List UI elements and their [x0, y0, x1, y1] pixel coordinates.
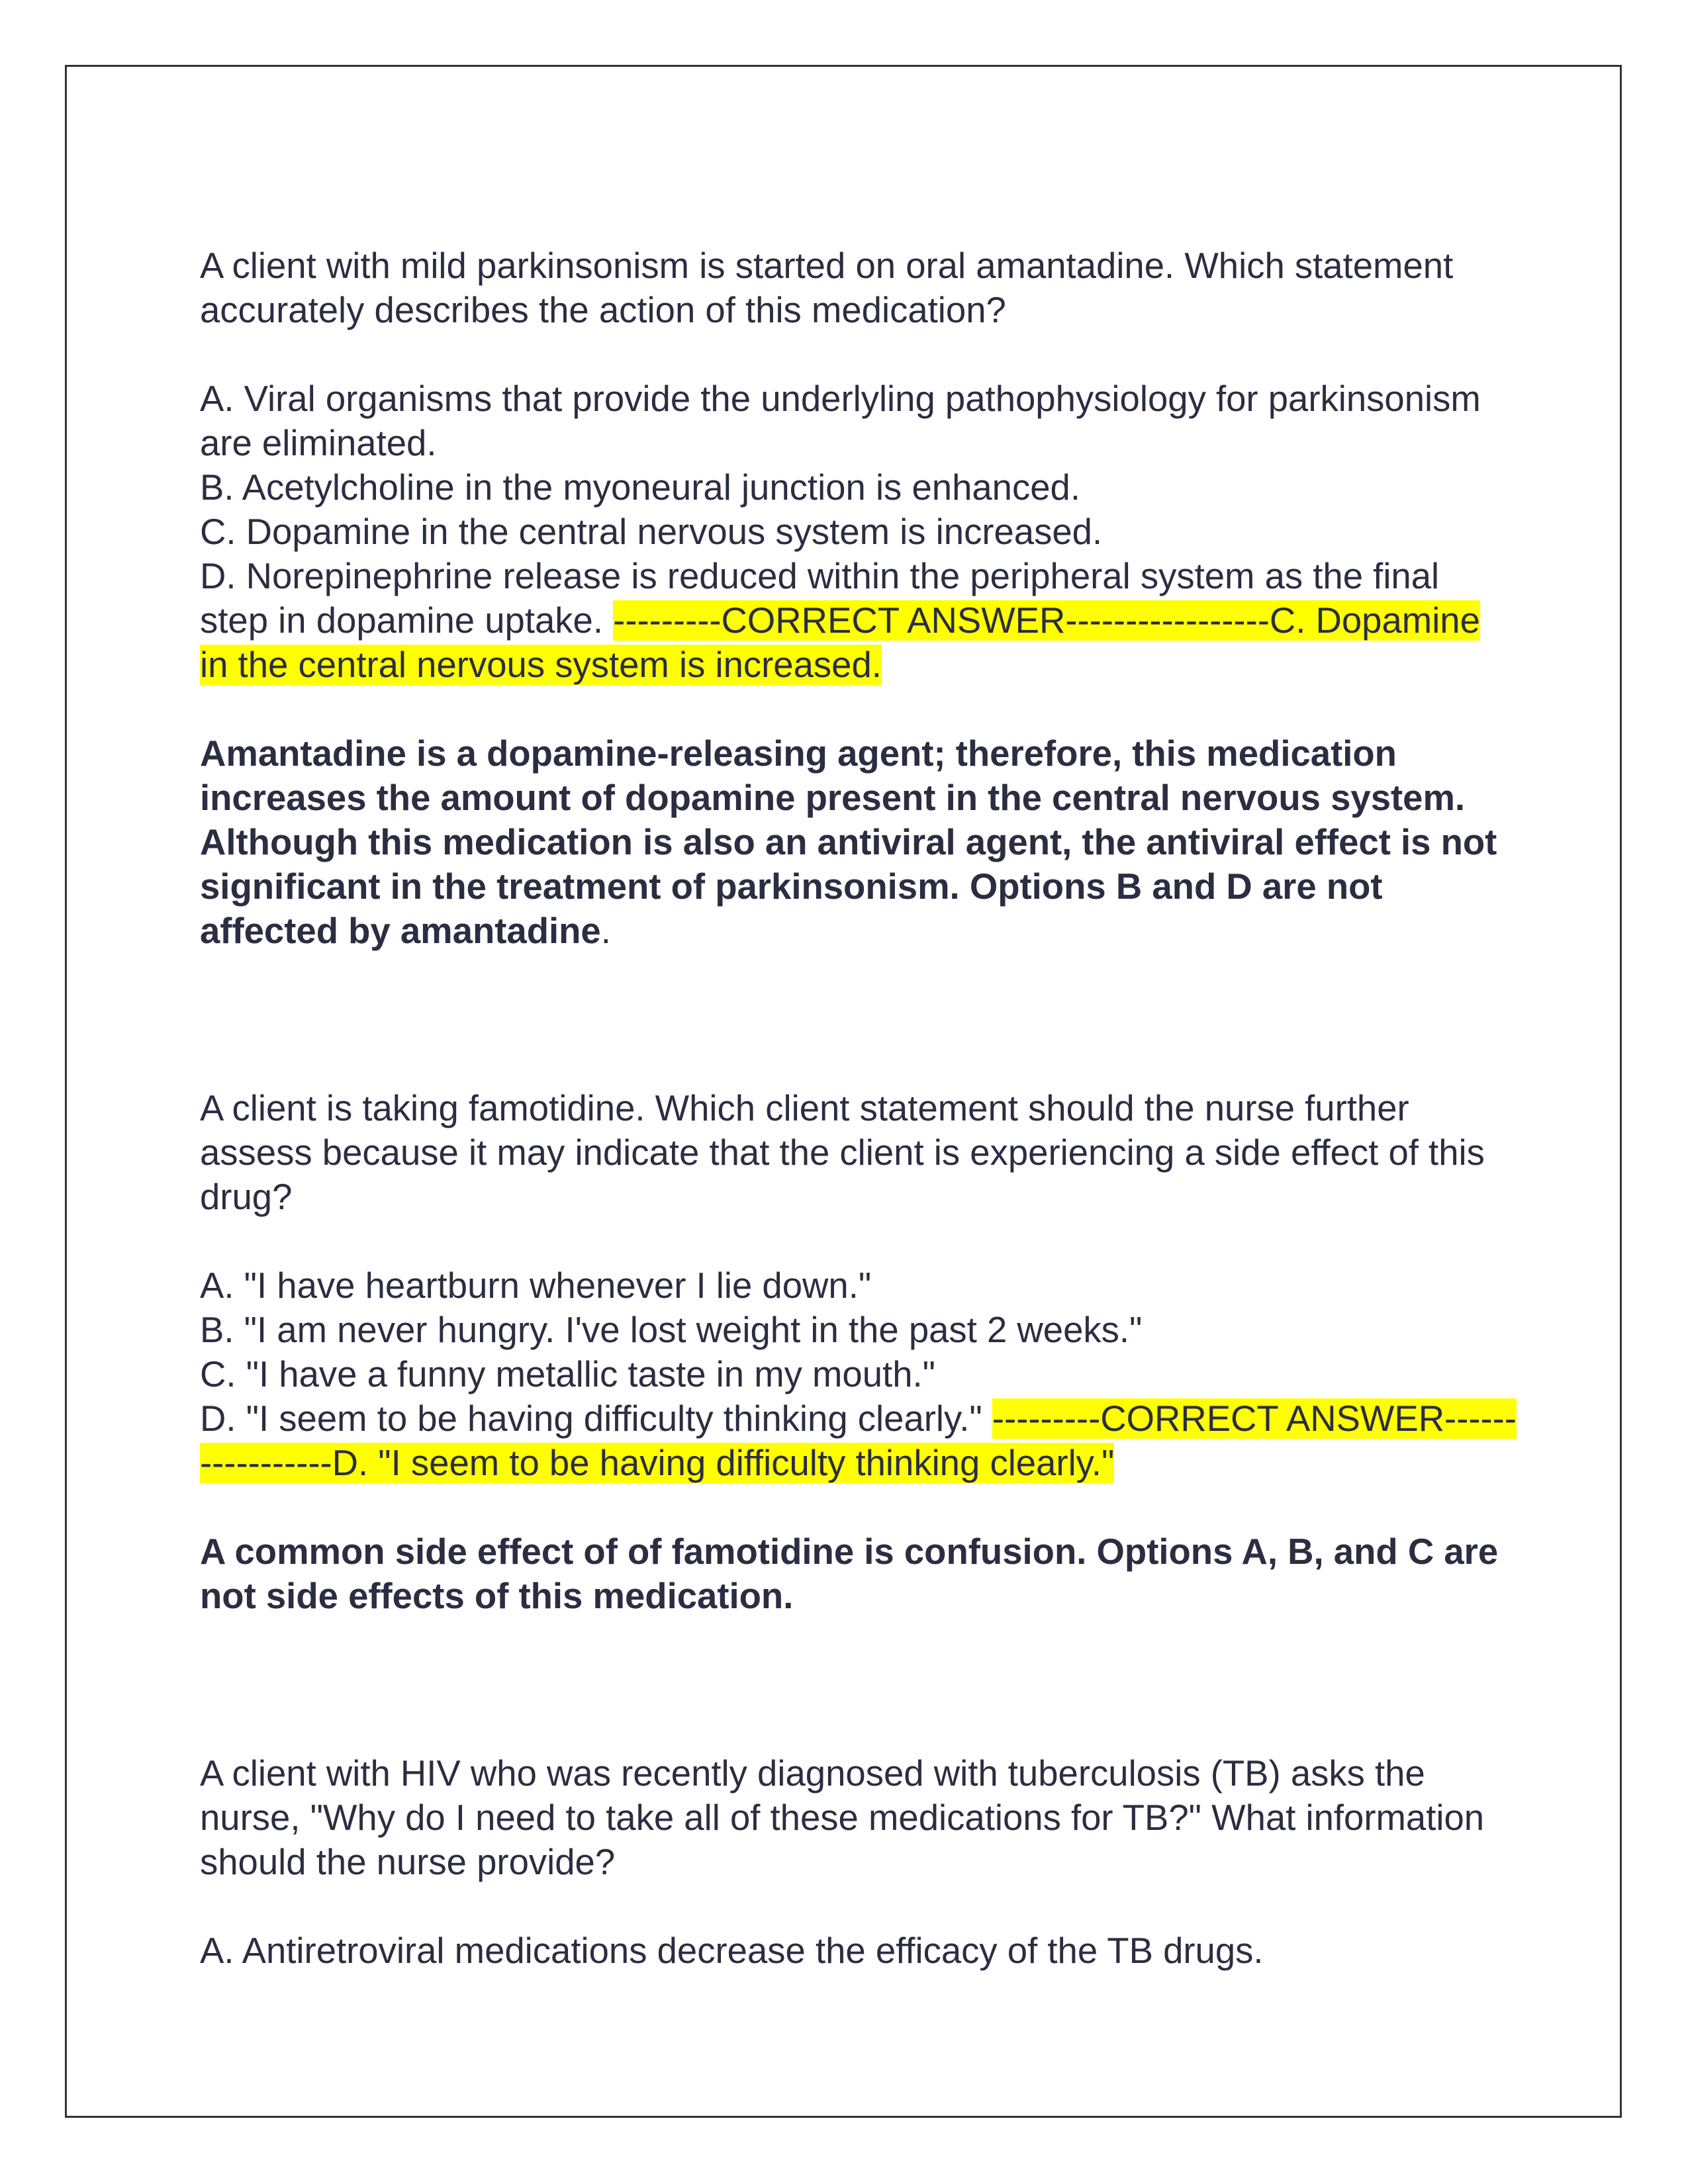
question-2-rationale: A common side effect of of famotidine is confusion. Options A, B, and C are not side effects of this medication. [200, 1531, 1499, 1616]
question-1-option-d: D. Norepinephrine release is reduced within the peripheral system as the final step in dopamine uptake. [200, 556, 1440, 641]
question-1-option-b: B. Acetylcholine in the myoneural junction is enhanced. [200, 467, 1081, 508]
question-2-option-c: C. "I have a funny metallic taste in my mouth." [200, 1354, 935, 1394]
question-2-option-a: A. "I have heartburn whenever I lie down." [200, 1265, 872, 1306]
question-1-rationale-block [200, 731, 1517, 953]
question-1-option-a: A. Viral organisms that provide the underlyling pathophysiology for parkinsonism are eliminated. [200, 379, 1481, 463]
question-1-option-d-with-answer [200, 554, 1517, 687]
question-3-stem: A client with HIV who was recently diagnosed with tuberculosis (TB) asks the nurse, "Why do I need to take all of these medications for TB?" What information should the nurse provide? [200, 1753, 1485, 1882]
question-1-stem: A client with mild parkinsonism is started on oral amantadine. Which statement accurately describes the action of this medication? [200, 246, 1454, 330]
question-2-rationale-block [200, 1529, 1517, 1618]
question-1-rationale-tail: . [600, 911, 611, 951]
question-1-option-c: C. Dopamine in the central nervous system is increased. [200, 512, 1103, 552]
question-2-correct-answer: ---------CORRECT ANSWER-----------------D. "I seem to be having difficulty thinking clearly." [200, 1398, 1517, 1483]
question-3-option-a: A. Antiretroviral medications decrease the efficacy of the TB drugs. [200, 1931, 1264, 1971]
question-1-rationale: Amantadine is a dopamine-releasing agent; therefore, this medication increases the amount of dopamine present in the central nervous system. Although this medication is also an antiviral agent, the antiviral effect is not significant in the treatment of parkinsonism. Options B and D are not affected by amantadine [200, 733, 1497, 951]
question-2-option-b: B. "I am never hungry. I've lost weight in the past 2 weeks." [200, 1310, 1143, 1350]
question-2-option-d: D. "I seem to be having difficulty thinking clearly." [200, 1398, 982, 1439]
question-1-correct-answer: ---------CORRECT ANSWER-----------------C. Dopamine in the central nervous system is increased. [200, 600, 1480, 685]
question-2-stem: A client is taking famotidine. Which client statement should the nurse further assess because it may indicate that the client is experiencing a side effect of this drug? [200, 1088, 1485, 1217]
document-body [200, 244, 1517, 1973]
question-2-option-d-with-answer [200, 1396, 1517, 1485]
